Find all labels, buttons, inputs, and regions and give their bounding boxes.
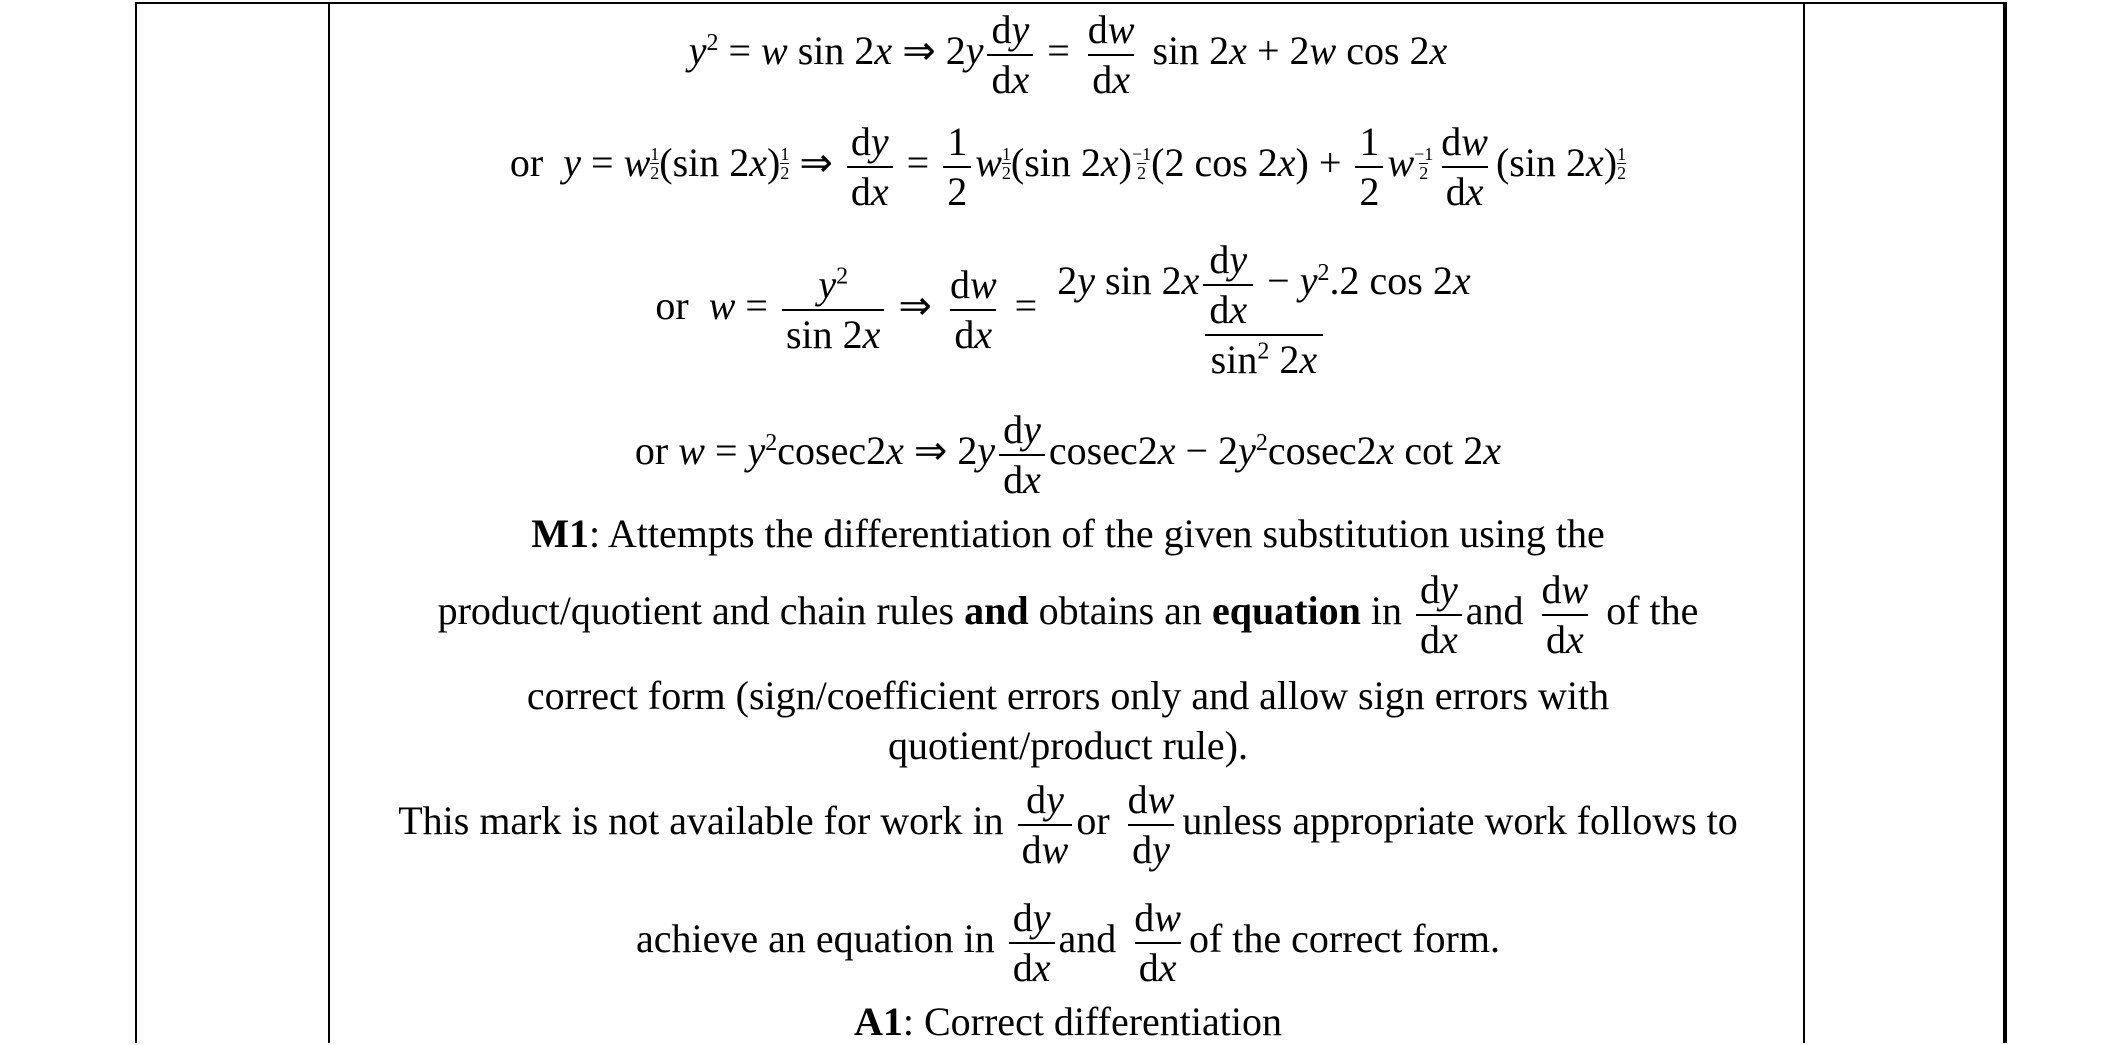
column-divider-right xyxy=(2003,4,2005,1043)
a1-label: A1 xyxy=(853,999,903,1044)
note-line-2: achieve an equation in $\frac{dy}{dx}$ and $\frac{dw}{dx}$ of the correct form. xyxy=(636,895,1500,990)
math-line-1: $y^2 = w$ sin 2x ⇒ 2y $\frac{dy}{dx}$ = $\frac{dw}{dx}$ sin 2x + 2w cos 2x xyxy=(688,7,1448,102)
math-line-4: or $w = y^2cosec2x$ ⇒ 2y $\frac{dy}{dx}$ $cosec2x - 2y^2cosec2x$ cot 2x xyxy=(634,407,1502,502)
m1-line-3: correct form (sign/coefficient errors only and allow sign errors with xyxy=(526,673,1610,718)
note-line-1: This mark is not available for work in $\frac{dy}{dw}$ or $\frac{dw}{dy}$ unless appropriate work follows to xyxy=(398,777,1738,872)
m1-line-1: M1: Attempts the differentiation of the given substitution using the xyxy=(531,511,1605,556)
math-line-2: or y = w $\frac{1}{2}$ (sin 2x) $\frac{1}{2}$ ⇒ $\frac{dy}{dx}$ = $\frac{1}{2}$ w $\frac{1}{2}$ (sin 2x) $\frac{-1}{2}$ (2 cos 2x) + $\frac{1}{2}$ w $\frac{-1}{2}$ $\frac{dw}{dx}$ (sin 2x) $\frac{1}{2}$ xyxy=(509,119,1627,214)
m1-label: M1 xyxy=(531,511,589,556)
m1-line-4: quotient/product rule). xyxy=(888,723,1248,768)
math-line-3: or w = $\frac{y^2}{\sin 2x}$ ⇒ $\frac{dw}{dx}$ = 2y sin 2x $\frac{dy}{dx}$ − $y^2.2$ cos 2x $\sin^2 2x$ xyxy=(655,237,1471,382)
working-column xyxy=(329,0,1807,1043)
m1-line-2: product/quotient and chain rules and obtains an equation in $\frac{dy}{dx}$ and $\frac{dw}{dx}$ of the xyxy=(437,567,1699,662)
a1-line: A1: Correct differentiation xyxy=(853,999,1282,1044)
